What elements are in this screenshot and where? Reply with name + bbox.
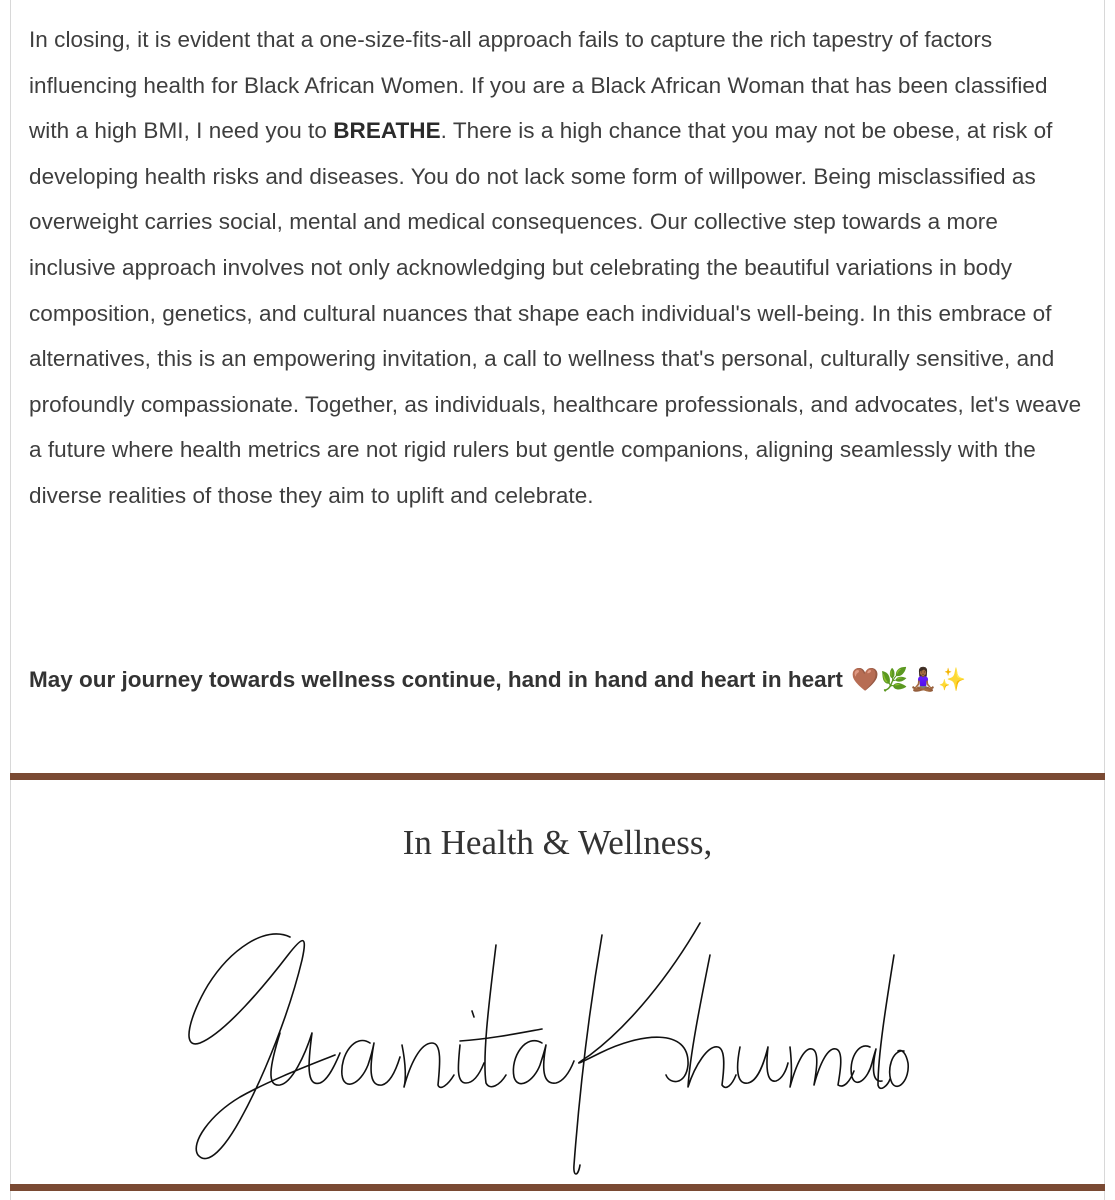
signature-stroke-u2 [738,1047,788,1083]
signature-stroke-i [458,1045,484,1083]
signature-stroke-l [878,955,894,1088]
signature-stroke-k2 [579,923,700,1082]
signature-stroke-a1 [342,1041,400,1086]
closing-text-start: In closing, it is evident that a one-size-fits-all approach fails to capture the rich tapestry of factors influencing health for Black African Women. If you are a Black African Woman that has been classified with a high BMI, I need you to [29,27,1048,144]
wellness-wish [29,658,967,702]
breathe-emphasis: BREATHE [333,118,441,144]
signature-stroke-a2 [513,1041,574,1084]
article-body [29,17,1089,519]
signature-stroke-j [189,934,335,1159]
wish-emojis: 🤎🌿🧘🏾‍♀️✨ [851,667,968,692]
closing-text-end: . There is a high chance that you may not be obese, at risk of developing health risks and diseases. You do not lack some form of willpower. Being misclassified as overweight carries social, mental and medical consequences. Our collective step towards a more inclusive approach involves not only acknowledging but celebrating the beautiful variations in body composition, genetics, and cultural nuances that shape each individual's well-being. In this embrace of alternatives, this is an empowering invitation, a call to wellness that's personal, culturally sensitive, and profoundly compassionate. Together, as individuals, healthcare professionals, and advocates, let's weave a future where health metrics are not rigid rulers but gentle companions, aligning seamlessly with the diverse realities of those they aim to uplift and celebrate. [29,118,1082,508]
signature-stroke-o [890,1051,909,1087]
footer-divider-bottom [10,1184,1105,1191]
signature-dot-i [472,1011,474,1017]
signature-stroke-n [402,1043,454,1087]
signoff-text: In Health & Wellness, [402,823,713,862]
footer-divider-top [10,773,1105,780]
signature-stroke-t [460,945,542,1087]
signature-image [170,915,910,1180]
closing-paragraph [29,17,1089,519]
signature-stroke-h [688,955,736,1087]
signature-stroke-m [790,1047,854,1087]
wellness-wish-text: May our journey towards wellness continue, hand in hand and heart in heart [29,667,843,692]
signature-stroke-a3 [851,1046,882,1082]
